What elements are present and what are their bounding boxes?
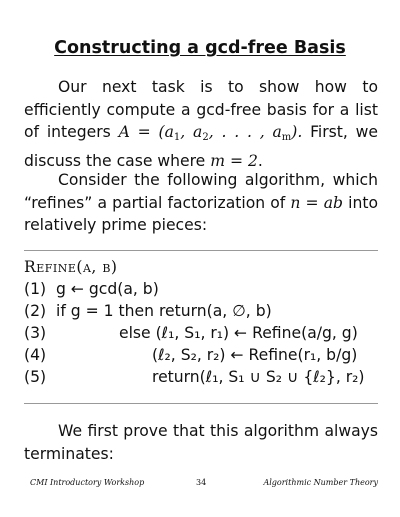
- algorithm-line: if g = 1 then return(a, ∅, b): [56, 302, 272, 320]
- intro-text-3: .: [257, 151, 263, 170]
- algo-intro-text-2: into relatively prime pieces:: [24, 193, 379, 234]
- footer-workshop: CMI Introductory Workshop: [30, 478, 145, 487]
- algorithm-intro-paragraph: [24, 169, 378, 237]
- footer-course: Algorithmic Number Theory: [263, 478, 378, 487]
- intro-paragraph: [24, 76, 378, 172]
- slide-title: Constructing a gcd-free Basis: [54, 38, 346, 58]
- line-number: (2): [24, 302, 47, 320]
- refine-algorithm: [24, 256, 378, 388]
- algo-intro-text-1: Consider the following algorithm, which “refines” a partial factorization of: [24, 171, 378, 212]
- algorithm-line: g ← gcd(a, b): [56, 280, 159, 298]
- algorithm-line: return(ℓ₁, S₁ ∪ S₂ ∪ {ℓ₂}, r₂): [152, 368, 365, 386]
- line-number: (4): [24, 346, 47, 364]
- divider-bottom: [24, 403, 378, 404]
- algorithm-line: (ℓ₂, S₂, r₂) ← Refine(r₁, b/g): [152, 346, 358, 364]
- intro-text-1: Our next task is to show how to efficiently compute a gcd-free basis for a list of integers: [24, 78, 378, 141]
- divider-top: [24, 250, 378, 251]
- footer-page-number: 34: [196, 478, 207, 487]
- algorithm-line: else (ℓ₁, S₁, r₁) ← Refine(a/g, g): [119, 324, 358, 342]
- math-m-equals-2: m = 2: [210, 151, 258, 170]
- line-number: (3): [24, 324, 47, 342]
- algorithm-header: Refine(a, b): [24, 258, 118, 276]
- intro-text-2: First, we discuss the case where: [24, 123, 378, 170]
- math-n-equals-ab: n = ab: [290, 193, 344, 212]
- line-number: (1): [24, 280, 47, 298]
- line-number: (5): [24, 368, 47, 386]
- math-a-list: $A = (a_1$, $a_2$, . . . , $a_m$).: [118, 123, 303, 143]
- closing-text: We first prove that this algorithm always terminates:: [24, 422, 378, 463]
- closing-paragraph: [24, 420, 378, 465]
- slide-footer: [24, 478, 378, 492]
